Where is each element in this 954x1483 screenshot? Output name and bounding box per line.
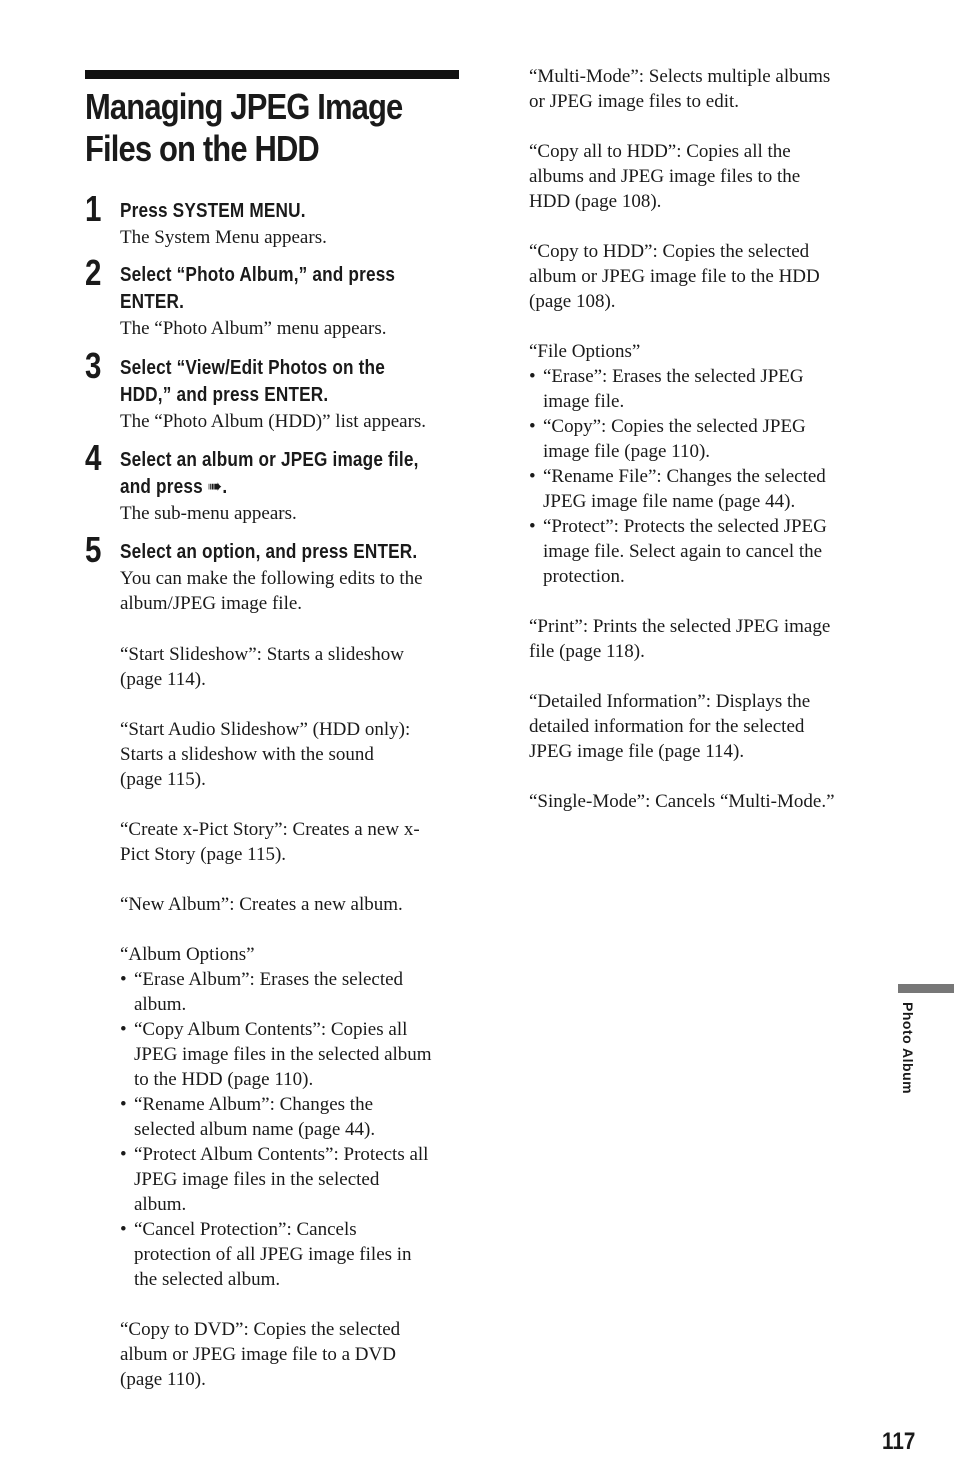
step-2: [85, 252, 465, 341]
text-line: “Create x-Pict Story”: Creates a new x-: [120, 819, 420, 840]
text-line: “Copy all to HDD”: Copies all the: [529, 141, 791, 162]
step-body-line1: You can make the following edits to the: [120, 568, 423, 589]
list-item: [529, 464, 874, 514]
text-line: (page 108).: [529, 291, 616, 312]
step-number: 2: [85, 252, 102, 293]
step-5: [85, 529, 465, 616]
list-item: [529, 414, 874, 464]
list-item: [120, 967, 465, 1017]
list-item: [120, 1017, 465, 1092]
text-line: (page 115).: [120, 769, 206, 790]
text-line: “Print”: Prints the selected JPEG image: [529, 616, 831, 637]
step-3: [85, 345, 465, 434]
option-copy-to-hdd: [529, 239, 874, 314]
text-line: file (page 118).: [529, 641, 645, 662]
text-line: protection.: [543, 566, 625, 587]
right-column-options: [529, 64, 874, 814]
step-body-line2: album/JPEG image file.: [120, 593, 303, 614]
option-create-xpict-story: [120, 817, 465, 867]
text-line: “Protect Album Contents”: Protects all: [134, 1144, 429, 1165]
text-line: “Erase”: Erases the selected JPEG: [543, 366, 804, 387]
text-line: “Erase Album”: Erases the selected: [134, 969, 404, 990]
step-heading: [120, 262, 481, 316]
text-line: (page 110).: [120, 1369, 206, 1390]
step-heading-line1: Select “View/Edit Photos on the: [120, 357, 385, 379]
step-number: 1: [85, 188, 102, 229]
step-body: [120, 566, 465, 616]
step-4: [85, 437, 465, 526]
text-line: JPEG image file (page 114).: [529, 741, 745, 762]
option-start-slideshow: [120, 642, 465, 692]
text-line: album.: [134, 994, 187, 1015]
step-1: [85, 188, 465, 250]
step-heading: [120, 447, 481, 501]
step-body: The sub-menu appears.: [120, 503, 297, 524]
text-line: image file.: [543, 391, 625, 412]
page-title: [85, 86, 412, 170]
text-line: “Start Slideshow”: Starts a slideshow: [120, 644, 404, 665]
text-line: the selected album.: [134, 1269, 281, 1290]
text-line: selected album name (page 44).: [134, 1119, 376, 1140]
option-multi-mode: [529, 64, 874, 114]
step-heading-line2: HDD,” and press ENTER.: [120, 384, 329, 406]
title-rule: [85, 70, 459, 79]
step-heading-line2: ENTER.: [120, 291, 185, 313]
list-item: [120, 1142, 465, 1217]
step-heading-line2: and press: [120, 476, 203, 498]
step-body: The “Photo Album” menu appears.: [120, 318, 387, 339]
text-line: JPEG image file name (page 44).: [543, 491, 796, 512]
option-new-album: “New Album”: Creates a new album.: [120, 894, 403, 915]
text-line: album or JPEG image file to the HDD: [529, 266, 820, 287]
text-line: album.: [134, 1194, 187, 1215]
step-body: The “Photo Album (HDD)” list appears.: [120, 411, 427, 432]
text-line: or JPEG image files to edit.: [529, 91, 740, 112]
text-line: Pict Story (page 115).: [120, 844, 287, 865]
page-title-line1: Managing JPEG Image: [85, 86, 403, 127]
file-options-list: [529, 364, 874, 589]
step-heading: [120, 355, 481, 409]
text-line: JPEG image files in the selected: [134, 1169, 380, 1190]
step-heading-line1: Select an album or JPEG image file,: [120, 449, 419, 471]
option-detailed-information: [529, 689, 874, 764]
section-tab-label: Photo Album: [900, 1002, 916, 1095]
text-line: “Copy”: Copies the selected JPEG: [543, 416, 806, 437]
step-heading-period: .: [222, 476, 228, 498]
option-single-mode: “Single-Mode”: Cancels “Multi-Mode.”: [529, 791, 835, 812]
step-heading: Select an option, and press ENTER.: [120, 541, 418, 563]
text-line: “Detailed Information”: Displays the: [529, 691, 811, 712]
album-options-heading: “Album Options”: [120, 944, 255, 965]
text-line: image file. Select again to cancel the: [543, 541, 823, 562]
text-line: to the HDD (page 110).: [134, 1069, 314, 1090]
text-line: “Start Audio Slideshow” (HDD only):: [120, 719, 411, 740]
text-line: JPEG image files in the selected album: [134, 1044, 432, 1065]
text-line: HDD (page 108).: [529, 191, 662, 212]
text-line: albums and JPEG image files to the: [529, 166, 801, 187]
file-options-heading: “File Options”: [529, 341, 641, 362]
right-arrow-icon: ➠: [207, 476, 223, 498]
text-line: “Protect”: Protects the selected JPEG: [543, 516, 827, 537]
left-column-options: [120, 617, 465, 1392]
step-heading-line1: Select “Photo Album,” and press: [120, 264, 396, 286]
text-line: “Multi-Mode”: Selects multiple albums: [529, 66, 831, 87]
option-print: [529, 614, 874, 664]
step-heading: Press SYSTEM MENU.: [120, 200, 306, 222]
list-item: [120, 1217, 465, 1292]
section-tab-bar: [898, 984, 954, 993]
text-line: album or JPEG image file to a DVD: [120, 1344, 396, 1365]
album-options-list: [120, 967, 465, 1292]
text-line: (page 114).: [120, 669, 206, 690]
option-start-audio-slideshow: [120, 717, 465, 792]
page-number: 117: [882, 1428, 916, 1455]
text-line: “Copy to HDD”: Copies the selected: [529, 241, 810, 262]
list-item: [529, 514, 874, 589]
text-line: protection of all JPEG image files in: [134, 1244, 412, 1265]
step-number: 4: [85, 437, 102, 478]
text-line: “Copy to DVD”: Copies the selected: [120, 1319, 401, 1340]
step-body: The System Menu appears.: [120, 227, 327, 248]
text-line: image file (page 110).: [543, 441, 711, 462]
text-line: “Rename Album”: Changes the: [134, 1094, 374, 1115]
page-title-line2: Files on the HDD: [85, 128, 319, 169]
step-number: 5: [85, 529, 102, 570]
option-copy-all-to-hdd: [529, 139, 874, 214]
list-item: [120, 1092, 465, 1142]
text-line: detailed information for the selected: [529, 716, 805, 737]
list-item: [529, 364, 874, 414]
text-line: “Rename File”: Changes the selected: [543, 466, 826, 487]
text-line: Starts a slideshow with the sound: [120, 744, 374, 765]
step-number: 3: [85, 345, 102, 386]
text-line: “Cancel Protection”: Cancels: [134, 1219, 357, 1240]
option-copy-to-dvd: [120, 1317, 465, 1392]
text-line: “Copy Album Contents”: Copies all: [134, 1019, 408, 1040]
